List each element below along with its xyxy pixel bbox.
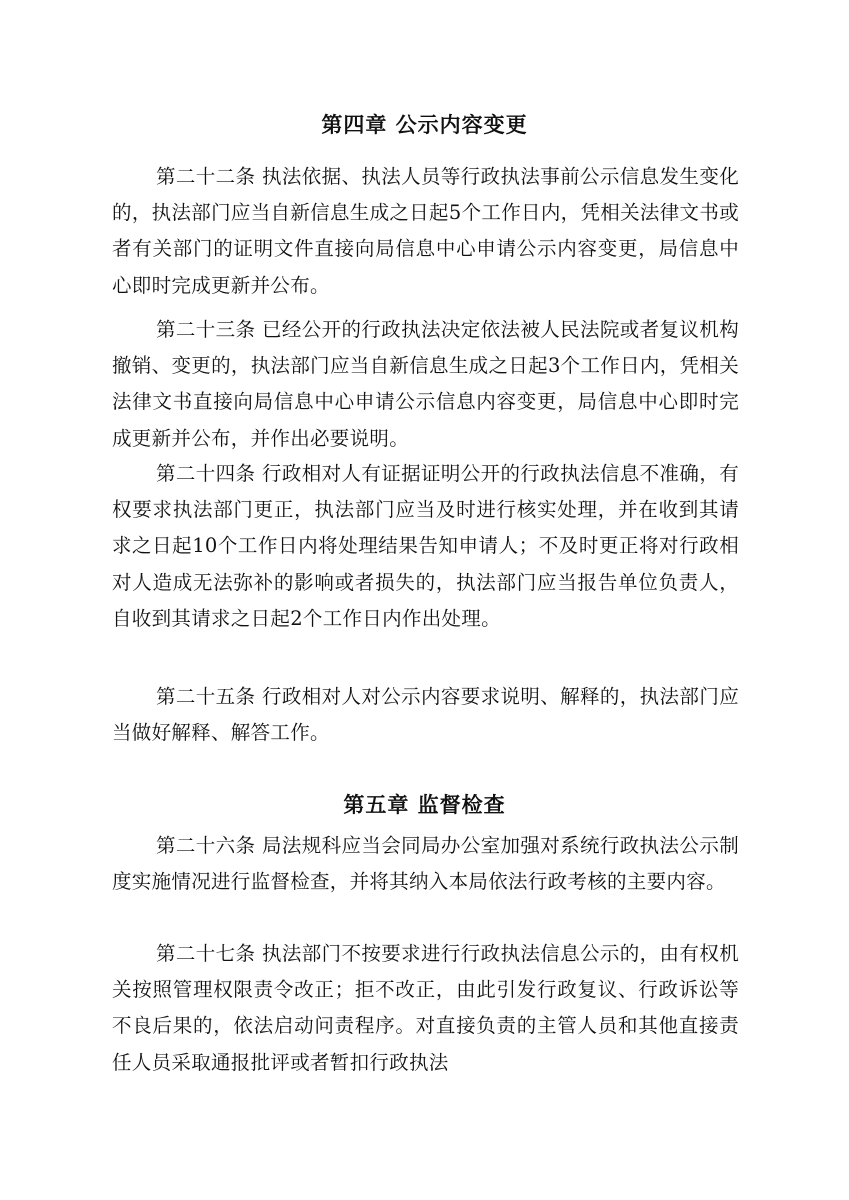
chapter-5-heading: 第五章 监督检查 <box>343 793 506 817</box>
article-27: 第二十七条 执法部门不按要求进行行政执法信息公示的，由有权机关按照管理权限责令改正；拒不改正，由此引发行政复议、行政诉讼等不良后果的，依法启动问责程序。对直接负责的主管人员和其他直接责任人员采取通报批评或者暂扣行政执法 <box>112 942 739 1074</box>
article-25: 第二十五条 行政相对人对公示内容要求说明、解释的，执法部门应当做好解释、解答工作。 <box>112 685 739 745</box>
article-24: 第二十四条 行政相对人有证据证明公开的行政执法信息不准确，有权要求执法部门更正，执法部门应当及时进行核实处理，并在收到其请求之日起10个工作日内将处理结果告知申请人；不及时更正将对行政相对人造成无法弥补的影响或者损失的，执法部门应当报告单位负责人，自收到其请求之日起2个工作日内作出处理。 <box>112 462 739 630</box>
article-26: 第二十六条 局法规科应当会同局办公室加强对系统行政执法公示制度实施情况进行监督检查，并将其纳入本局依法行政考核的主要内容。 <box>112 834 739 894</box>
article-22: 第二十二条 执法依据、执法人员等行政执法事前公示信息发生变化的，执法部门应当自新信息生成之日起5个工作日内，凭相关法律文书或者有关部门的证明文件直接向局信息中心申请公示内容变更，局信息中心即时完成更新并公布。 <box>112 165 739 297</box>
article-23: 第二十三条 已经公开的行政执法决定依法被人民法院或者复议机构撤销、变更的，执法部门应当自新信息生成之日起3个工作日内，凭相关法律文书直接向局信息中心申请公示信息内容变更，局信息中心即时完成更新并公布，并作出必要说明。 <box>112 318 739 450</box>
chapter-4-heading: 第四章 公示内容变更 <box>321 113 528 137</box>
